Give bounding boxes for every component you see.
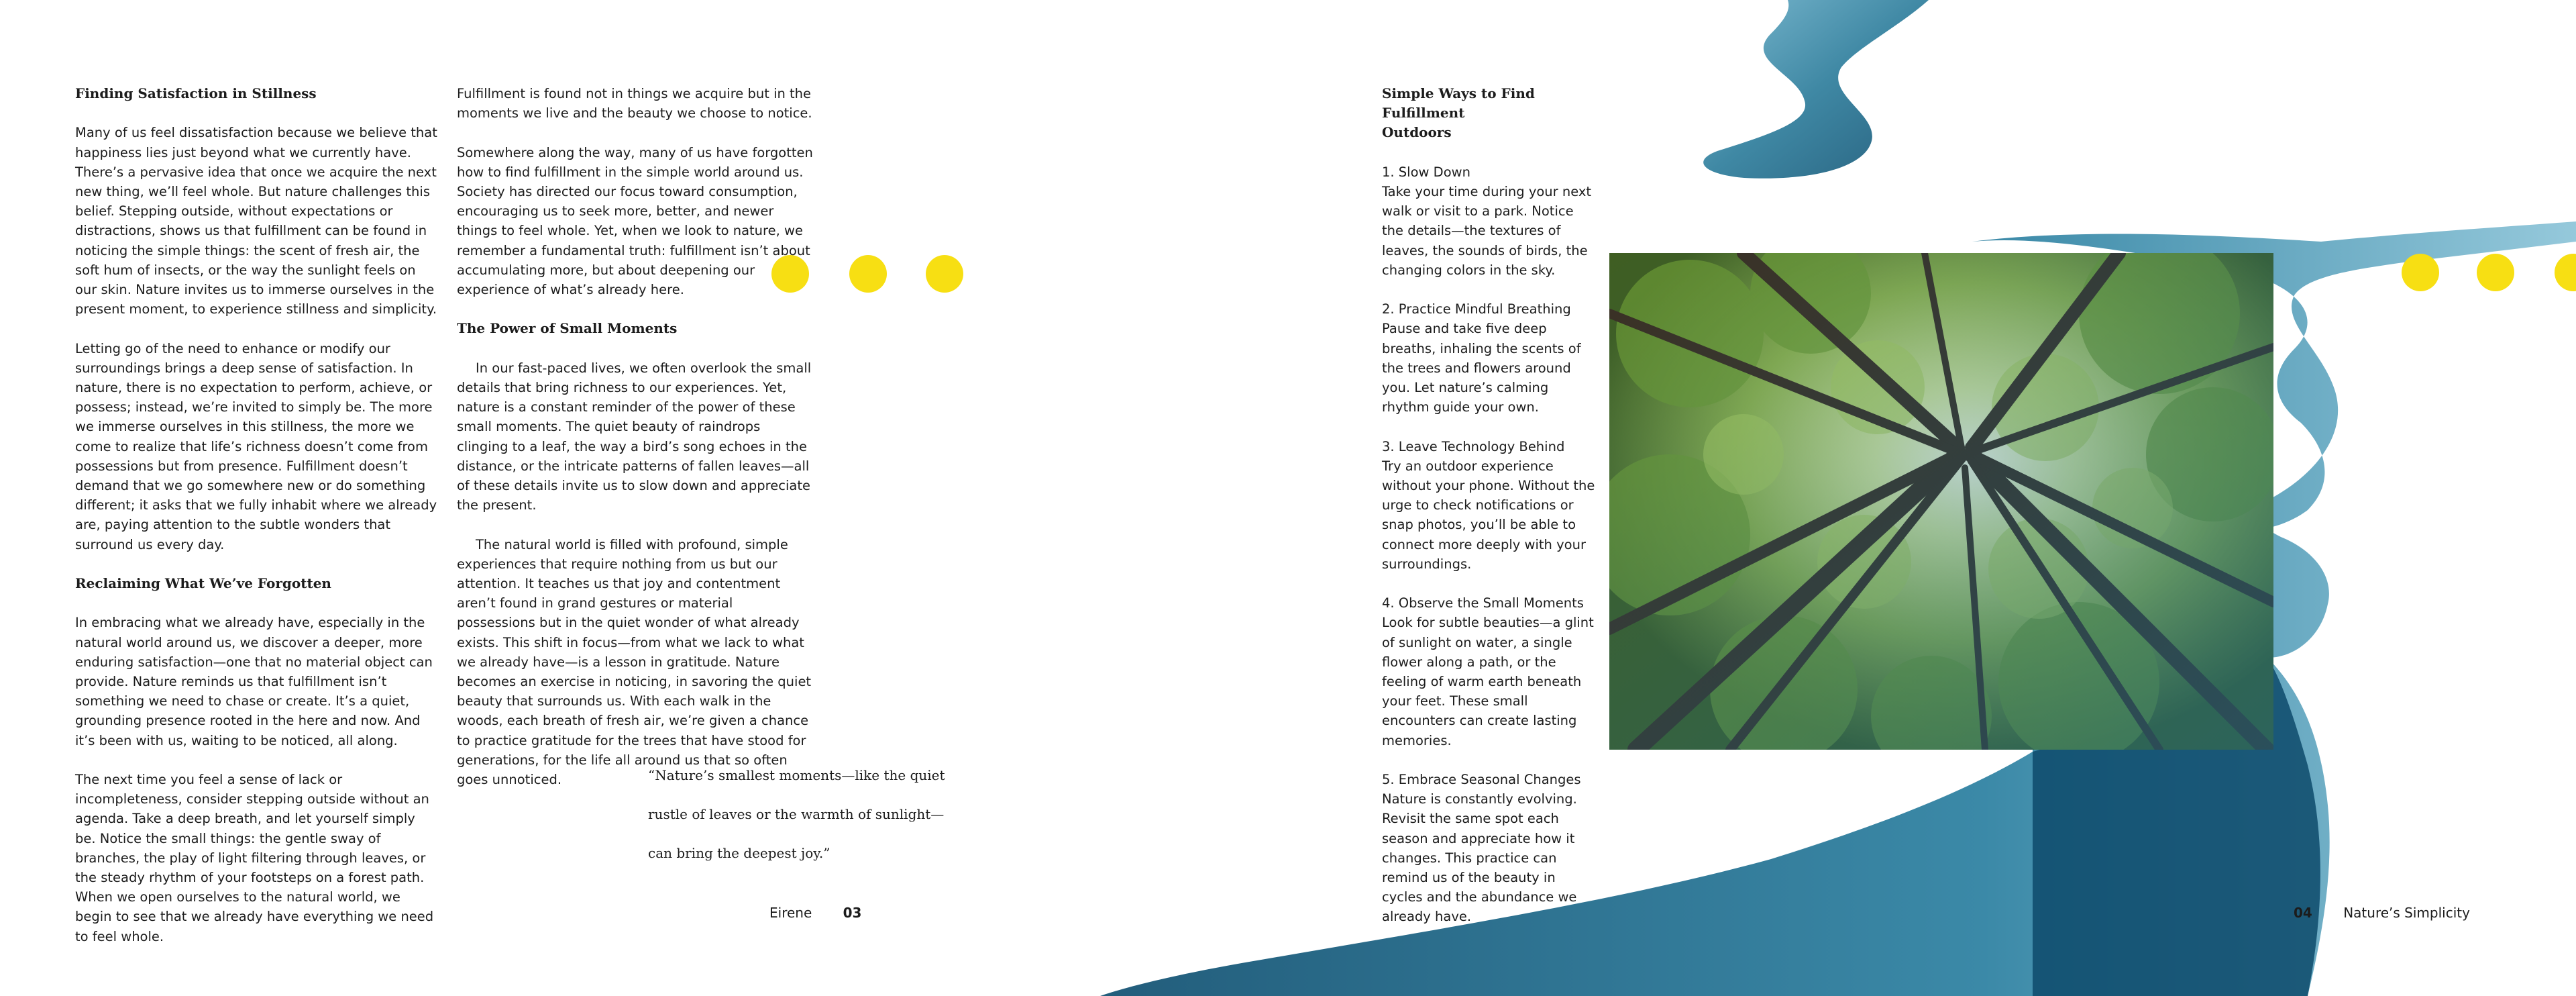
tip-body: Look for subtle beauties—a glint of sunlight on water, a single flower along a path, or the feeling of warm earth beneath your feet. These small encounters can create lasting memories.: [1382, 615, 1594, 748]
tip-item: [1382, 770, 1597, 927]
tip-body: Take your time during your next walk or visit to a park. Notice the details—the textures of leaves, the sounds of birds, the changing colors in the sky.: [1382, 184, 1592, 278]
pull-quote: “Nature’s smallest moments—like the quiet rustle of leaves or the warmth of sunlight—can bring the deepest joy.”: [648, 767, 945, 861]
tip-title: 5. Embrace Seasonal Changes: [1382, 772, 1581, 788]
tip-item: [1382, 593, 1597, 750]
paragraph: In embracing what we already have, especially in the natural world around us, we discover a deeper, more enduring satisfaction—one that no material object can provide. Nature reminds us that fulfillment isn’t something we need to chase or create. It’s a quiet, grounding presence rooted in the here and now. And it’s been with us, waiting to be noticed, all along.: [75, 615, 433, 748]
tip-body: Try an outdoor experience without your phone. Without the urge to check notifications or snap photos, you’ll be able to connect more deeply with your surroundings.: [1382, 458, 1595, 572]
section-heading: Simple Ways to Find Fulfillment Outdoors: [1382, 85, 1535, 141]
section-heading: The Power of Small Moments: [457, 320, 678, 337]
paragraph: Letting go of the need to enhance or modify our surroundings brings a deep sense of satisfaction. In nature, there is no expectation to perform, achieve, or possess; instead, we’re invited to simply be. The more we immerse ourselves in this stillness, the more we come to realize that life’s richness doesn’t come from possessions but from presence. Fulfillment doesn’t demand that we go somewhere new or do something different; it asks that we fully inhabit where we already are, paying attention to the subtle wonders that surround us every day.: [75, 340, 437, 552]
tip-title: 1. Slow Down: [1382, 164, 1470, 180]
page-number: 04: [2294, 905, 2312, 921]
paragraph: Many of us feel dissatisfaction because we believe that happiness lies just beyond what we currently have. There’s a pervasive idea that once we acquire the next new thing, we’ll feel whole. But nature challenges this belief. Stepping outside, without expectations or distractions, shows us that fulfillment can be found in noticing the simple things: the scent of fresh air, the soft hum of insects, or the way the sunlight feels on our skin. Nature invites us to immerse ourselves in the present moment, to experience stillness and simplicity.: [75, 125, 437, 317]
tip-body: Pause and take five deep breaths, inhaling the scents of the trees and flowers around you. Let nature’s calming rhythm guide your own.: [1382, 321, 1581, 415]
right-column: [1382, 84, 1597, 946]
tip-title: 4. Observe the Small Moments: [1382, 595, 1584, 611]
section-heading: Finding Satisfaction in Stillness: [75, 85, 317, 101]
tip-item: [1382, 299, 1597, 417]
tips-list: [1382, 162, 1597, 927]
decorative-dot: [2477, 254, 2514, 291]
decorative-dot: [926, 255, 963, 293]
tip-title: 3. Leave Technology Behind: [1382, 438, 1565, 454]
paragraph: The next time you feel a sense of lack or incompleteness, consider stepping outside without an agenda. Take a deep breath, and let yourself simply be. Notice the small things: the gentle sway of branches, the play of light filtering through leaves, or the steady rhythm of your footsteps on a forest path. When we open ourselves to the natural world, we begin to see that we already have everything we need to feel whole.: [75, 772, 434, 944]
left-column-1: [75, 84, 437, 966]
page-number: 03: [843, 905, 862, 921]
decorative-dot: [849, 255, 887, 293]
tip-item: [1382, 162, 1597, 280]
magazine-name: Eirene: [769, 905, 812, 921]
paragraph: Somewhere along the way, many of us have forgotten how to find fulfillment in the simple world around us. Society has directed our focus toward consumption, encouraging us to seek more, better, and newer things to feel whole. Yet, when we look to nature, we remember a fundamental truth: fulfillment isn’t about accumulating more, but about deepening our experience of what’s already here.: [457, 144, 813, 298]
decorative-dot: [2402, 254, 2439, 291]
section-heading: Reclaiming What We’ve Forgotten: [75, 575, 331, 592]
tip-title: 2. Practice Mindful Breathing: [1382, 301, 1571, 317]
page-footer-left: [769, 903, 861, 922]
paragraph: Fulfillment is found not in things we acquire but in the moments we live and the beauty we choose to notice.: [457, 86, 812, 121]
left-column-2: [457, 84, 815, 809]
tip-body: Nature is constantly evolving. Revisit the same spot each season and appreciate how it changes. This practice can remind us of the beauty in cycles and the abundance we already have.: [1382, 791, 1577, 925]
tip-item: [1382, 437, 1597, 574]
section-name: Nature’s Simplicity: [2343, 905, 2470, 921]
forest-canopy-photo: [1609, 253, 2273, 750]
paragraph: In our fast-paced lives, we often overlook the small details that bring richness to our experiences. Yet, nature is a constant reminder of the power of these small moments. The quiet beauty of raindrops clinging to a leaf, the way a bird’s song echoes in the distance, or the intricate patterns of fallen leaves—all of these details invite us to slow down and appreciate the present.: [457, 360, 812, 513]
page-footer-right: [2294, 903, 2470, 922]
paragraph: The natural world is filled with profound, simple experiences that require nothing from us but our attention. It teaches us that joy and contentment aren’t found in grand gestures or material possessions but in the quiet wonder of what already exists. This shift in focus—from what we lack to what we already have—is a lesson in gratitude. Nature becomes an exercise in noticing, in savoring the quiet beauty that surrounds us. With each walk in the woods, each breath of fresh air, we’re given a chance to practice gratitude for the trees that have stood for generations, for the life all around us that so often goes unnoticed.: [457, 536, 812, 788]
